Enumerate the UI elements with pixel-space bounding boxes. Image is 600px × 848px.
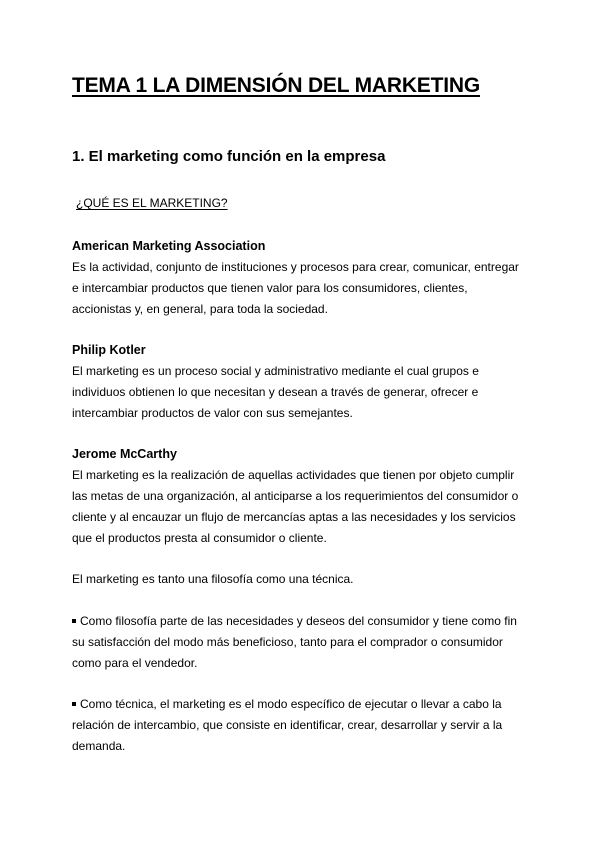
definition-text-line: El marketing es un proceso social y administrativo mediante el cual grupos e [72, 364, 479, 378]
bullet-text-line: Como filosofía parte de las necesidades y deseos del consumidor y tiene como fin [80, 614, 517, 628]
definition-block-mccarthy [72, 444, 542, 549]
bullet-text-line: demanda. [72, 739, 126, 753]
definition-text-line: e intercambiar productos que tienen valor para los consumidores, clientes, [72, 281, 468, 295]
bullet-marker-icon [72, 619, 76, 623]
definition-author: American Marketing Association [72, 239, 266, 253]
bullet-text-line: relación de intercambio, que consiste en identificar, crear, desarrollar y servir a la [72, 718, 503, 732]
definition-block-kotler [72, 340, 542, 424]
definition-text-line: El marketing es la realización de aquellas actividades que tienen por objeto cumplir [72, 468, 515, 482]
definition-text-line: las metas de una organización, al anticiparse a los requerimientos del consumidor o [72, 489, 519, 503]
summary-text: El marketing es tanto una filosofía como una técnica. [72, 572, 354, 586]
section-heading: 1. El marketing como función en la empresa [72, 148, 386, 165]
bullet-item-philosophy [72, 611, 542, 674]
document-title: TEMA 1 LA DIMENSIÓN DEL MARKETING [72, 74, 480, 97]
definition-text-line: intercambiar productos de valor con sus semejantes. [72, 406, 353, 420]
bullet-text-line: su satisfacción del modo más beneficioso, tanto para el comprador o consumidor [72, 635, 503, 649]
bullet-item-technique [72, 694, 542, 757]
bullet-text-line: Como técnica, el marketing es el modo específico de ejecutar o llevar a cabo la [80, 697, 502, 711]
definition-author: Philip Kotler [72, 343, 146, 357]
definition-block-ama [72, 236, 542, 320]
definition-text-line: accionistas y, en general, para toda la sociedad. [72, 302, 328, 316]
bullet-marker-icon [72, 702, 76, 706]
bullet-first-line [72, 611, 542, 632]
bullet-text-line: como para el vendedor. [72, 656, 198, 670]
definition-text-line: Es la actividad, conjunto de instituciones y procesos para crear, comunicar, entregar [72, 260, 519, 274]
summary-paragraph [72, 569, 542, 590]
subheading: ¿QUÉ ES EL MARKETING? [76, 196, 228, 210]
definition-author: Jerome McCarthy [72, 447, 177, 461]
definition-text-line: que el productos presta al consumidor o cliente. [72, 531, 327, 545]
definition-text-line: individuos obtienen lo que necesitan y desean a través de generar, ofrecer e [72, 385, 479, 399]
definition-text-line: cliente y al encauzar un flujo de mercancías aptas a las necesidades y los servicios [72, 510, 516, 524]
bullet-first-line [72, 694, 542, 715]
